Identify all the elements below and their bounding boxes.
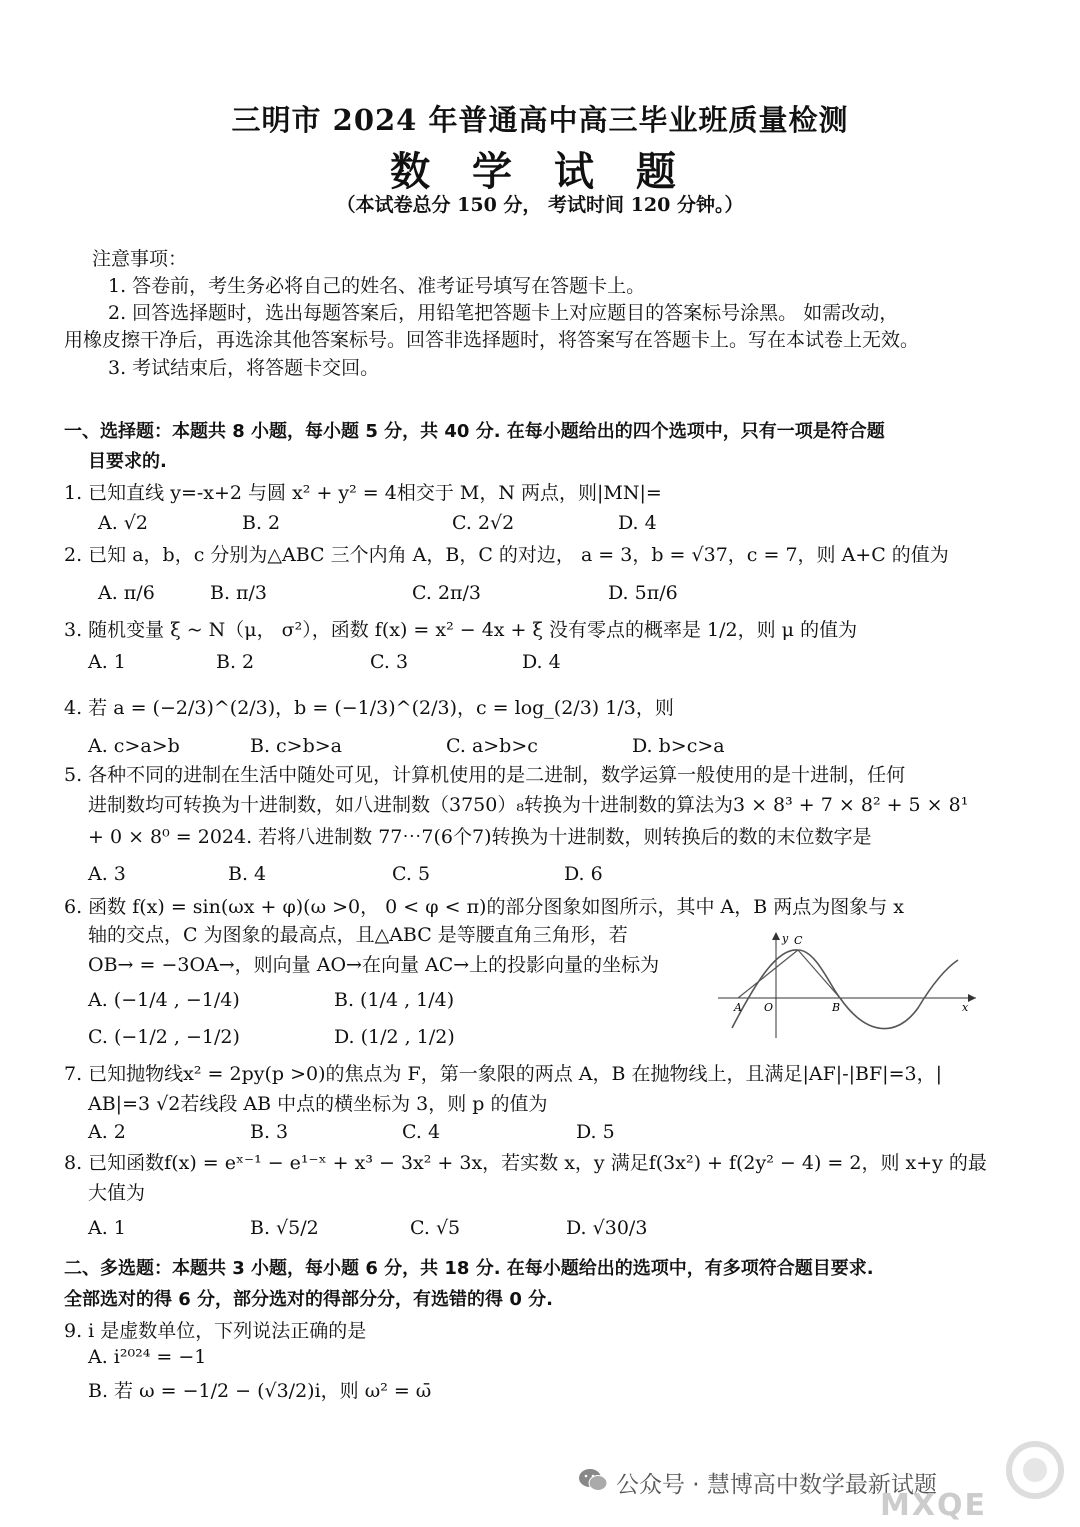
q7-line-2: AB|=3 √2若线段 AB 中点的横坐标为 3，则 p 的值为	[88, 1093, 548, 1115]
section1-heading: 一、选择题：本题共 8 小题，每小题 5 分，共 40 分. 在每小题给出的四个选项中，只有一项是符合题	[64, 421, 885, 442]
graph-side-cb	[798, 950, 840, 998]
notice-heading: 注意事项：	[92, 248, 188, 270]
q9-option-a: A. i²⁰²⁴ = −1	[88, 1346, 207, 1368]
q5-option-c: C. 5	[392, 863, 431, 885]
graph-label-o: O	[764, 1001, 774, 1014]
notice-item-3: 3. 考试结束后，将答题卡交回。	[108, 357, 380, 379]
q1-option-b: B. 2	[242, 512, 281, 534]
q7-option-b: B. 3	[250, 1121, 289, 1143]
graph-x-arrow	[968, 994, 976, 1002]
q6-option-b: B. (1/4 , 1/4)	[334, 989, 455, 1011]
q2-option-a: A. π/6	[98, 582, 155, 604]
subject-title: 数 学 试 题	[390, 149, 690, 195]
q4-option-a: A. c>a>b	[88, 735, 180, 757]
q7-option-a: A. 2	[88, 1121, 126, 1143]
q8-line-2: 大值为	[88, 1182, 146, 1204]
q8-line-1: 8. 已知函数f(x) = eˣ⁻¹ − e¹⁻ˣ + x³ − 3x² + 3x，若实数 x，y 满足f(3x²) + f(2y² − 4) = 2，则 x+y 的最	[64, 1152, 987, 1174]
q4-option-c: C. a>b>c	[446, 735, 538, 757]
q8-option-a: A. 1	[88, 1217, 126, 1239]
q3-option-d: D. 4	[522, 651, 561, 673]
q6-option-c: C. (−1/2 , −1/2)	[88, 1026, 240, 1048]
q8-option-b: B. √5/2	[250, 1217, 319, 1239]
graph-label-c: C	[794, 934, 803, 947]
q2-option-d: D. 5π/6	[608, 582, 678, 604]
q5-option-d: D. 6	[564, 863, 603, 885]
q2-option-b: B. π/3	[210, 582, 268, 604]
q6-line-1: 6. 函数 f(x) = sin(ωx + φ)(ω >0， 0 < φ < π)的部分图象如图所示，其中 A，B 两点为图象与 x	[64, 896, 904, 918]
q5-option-b: B. 4	[228, 863, 267, 885]
graph-sine-curve	[732, 950, 958, 1029]
q4-option-b: B. c>b>a	[250, 735, 343, 757]
q3-option-a: A. 1	[88, 651, 126, 673]
graph-y-arrow	[772, 932, 780, 940]
q2-option-c: C. 2π/3	[412, 582, 482, 604]
q1-stem: 1. 已知直线 y=-x+2 与圆 x² + y² = 4相交于 M，N 两点，则|MN|=	[64, 482, 662, 504]
watermark-site: MXQE	[880, 1488, 987, 1523]
watermark-text: 公众号 · 慧博高中数学最新试题	[616, 1472, 937, 1498]
q7-option-c: C. 4	[402, 1121, 441, 1143]
wechat-icon	[578, 1467, 608, 1493]
notice-item-2-cont: 用橡皮擦干净后，再选涂其他答案标号。回答非选择题时，将答案写在答题卡上。写在本试卷上无效。	[64, 329, 920, 351]
q8-option-c: C. √5	[410, 1217, 461, 1239]
q5-option-a: A. 3	[88, 863, 126, 885]
graph-label-b: B	[832, 1001, 841, 1014]
q6-option-d: D. (1/2 , 1/2)	[334, 1026, 455, 1048]
q3-stem: 3. 随机变量 ξ ~ N（μ， σ²），函数 f(x) = x² − 4x + ξ 没有零点的概率是 1/2，则 μ 的值为	[64, 619, 858, 641]
exam-note: （本试卷总分 150 分， 考试时间 120 分钟。）	[336, 194, 744, 216]
q9-option-b: B. 若 ω = −1/2 − (√3/2)i，则 ω² = ω̄	[88, 1380, 432, 1402]
q7-option-d: D. 5	[576, 1121, 615, 1143]
section2-heading-cont: 全部选对的得 6 分，部分选对的得部分分，有选错的得 0 分.	[64, 1289, 553, 1310]
notice-item-1: 1. 答卷前，考生务必将自己的姓名、准考证号填写在答题卡上。	[108, 275, 646, 297]
sine-graph-figure	[718, 928, 980, 1040]
section1-heading-cont: 目要求的.	[88, 451, 167, 472]
q5-line-1: 5. 各种不同的进制在生活中随处可见，计算机使用的是二进制，数学运算一般使用的是十进制，任何	[64, 764, 906, 786]
graph-label-y: y	[782, 932, 789, 945]
q1-option-c: C. 2√2	[452, 512, 515, 534]
q2-stem: 2. 已知 a，b，c 分别为△ABC 三个内角 A，B，C 的对边， a = 3，b = √37，c = 7，则 A+C 的值为	[64, 544, 949, 566]
q4-option-d: D. b>c>a	[632, 735, 725, 757]
q5-line-3: + 0 × 8⁰ = 2024. 若将八进制数 77⋯7(6个7)转换为十进制数，则转换后的数的末位数字是	[88, 826, 872, 848]
q4-stem: 4. 若 a = (−2/3)^(2/3)，b = (−1/3)^(2/3)，c = log_(2/3) 1/3，则	[64, 697, 674, 719]
section2-heading: 二、多选题：本题共 3 小题，每小题 6 分，共 18 分. 在每小题给出的选项中，有多项符合题目要求.	[64, 1258, 874, 1279]
exam-title: 三明市 2024 年普通高中高三毕业班质量检测	[231, 103, 849, 137]
q9-stem: 9. i 是虚数单位，下列说法正确的是	[64, 1320, 367, 1342]
q3-option-c: C. 3	[370, 651, 409, 673]
graph-label-a: A	[734, 1001, 742, 1014]
q6-line-2: 轴的交点，C 为图象的最高点，且△ABC 是等腰直角三角形，若	[88, 924, 628, 946]
watermark-logo-icon	[1000, 1440, 1070, 1500]
q6-line-3: OB→ = −3OA→，则向量 AO→在向量 AC→上的投影向量的坐标为	[88, 954, 660, 976]
notice-item-2: 2. 回答选择题时，选出每题答案后，用铅笔把答题卡上对应题目的答案标号涂黑。 如需改动，	[108, 302, 899, 324]
q3-option-b: B. 2	[216, 651, 255, 673]
q5-line-2: 进制数均可转换为十进制数，如八进制数（3750）₈转换为十进制数的算法为3 × 8³ + 7 × 8² + 5 × 8¹	[88, 794, 969, 816]
q1-option-a: A. √2	[98, 512, 148, 534]
q8-option-d: D. √30/3	[566, 1217, 648, 1239]
graph-label-x: x	[962, 1001, 969, 1014]
graph-side-ac	[738, 950, 798, 998]
q7-line-1: 7. 已知抛物线x² = 2py(p >0)的焦点为 F，第一象限的两点 A，B 在抛物线上，且满足|AF|-|BF|=3，|	[64, 1063, 942, 1085]
q6-option-a: A. (−1/4 , −1/4)	[88, 989, 240, 1011]
q1-option-d: D. 4	[618, 512, 657, 534]
